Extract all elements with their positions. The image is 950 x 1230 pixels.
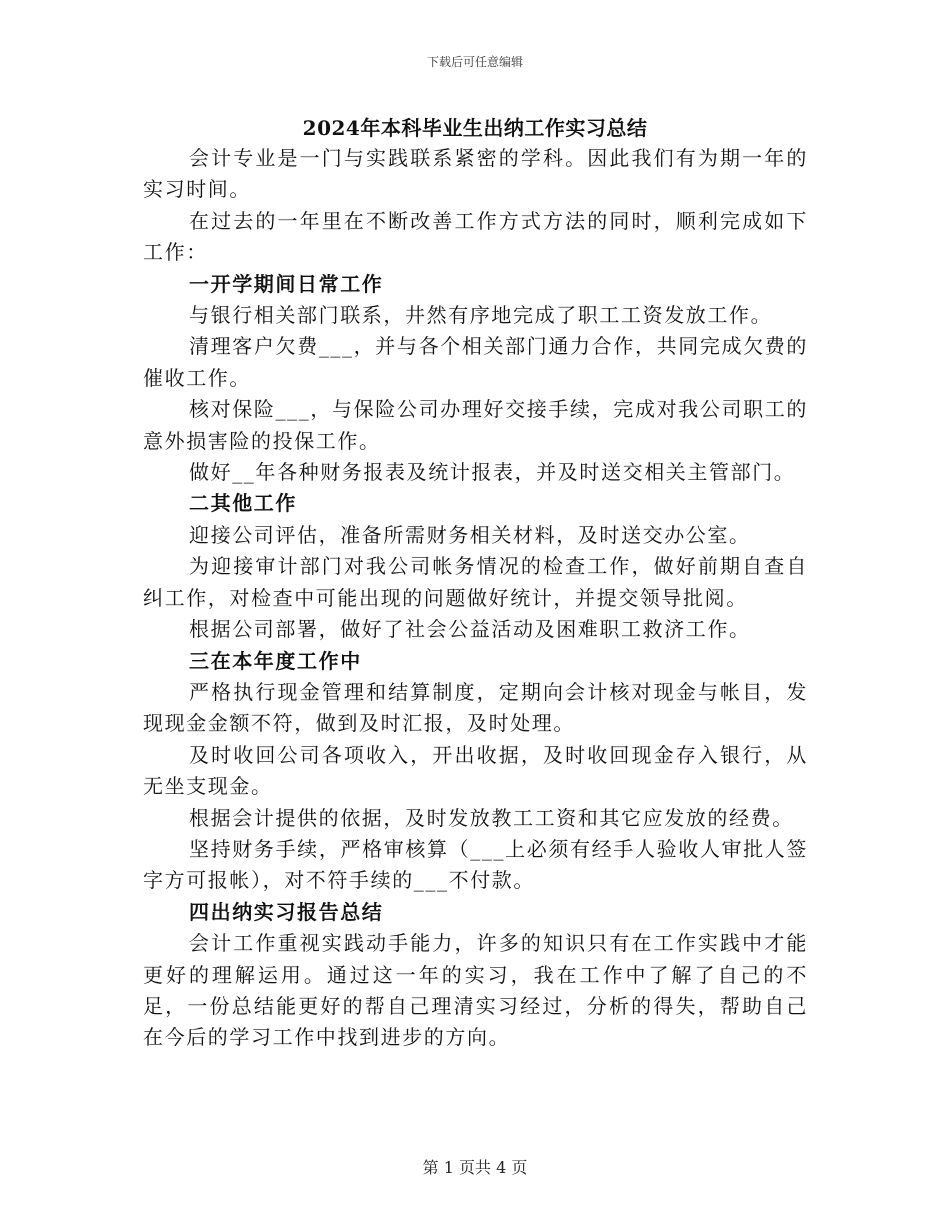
section-paragraph: 为迎接审计部门对我公司帐务情况的检查工作，做好前期自查自纠工作，对检查中可能出现的问题做好统计，并提交领导批阅。 <box>143 554 808 610</box>
section-paragraph: 坚持财务手续，严格审核算（___上必须有经手人验收人审批人签字方可报帐），对不符手续的___不付款。 <box>143 836 808 893</box>
section-paragraph: 与银行相关部门联系，井然有序地完成了职工工资发放工作。 <box>189 303 773 328</box>
header-note: 下载后可任意编辑 <box>426 55 523 69</box>
intro-paragraph: 会计专业是一门与实践联系紧密的学科。因此我们有为期一年的实习时间。 <box>143 146 808 202</box>
section-paragraph: 及时收回公司各项收入，开出收据，及时收回现金存入银行，从无坐支现金。 <box>143 742 808 799</box>
section-heading: 一开学期间日常工作 <box>189 271 384 296</box>
section-paragraph: 严格执行现金管理和结算制度，定期向会计核对现金与帐目，发现现金金额不符，做到及时汇报，及时处理。 <box>143 679 808 736</box>
section-paragraph: 会计工作重视实践动手能力，许多的知识只有在工作实践中才能更好的理解运用。通过这一年的实习，我在工作中了解了自己的不足，一份总结能更好的帮自己理清实习经过，分析的得失，帮助自己在今后的学习工作中找到进步的方向。 <box>143 931 808 1050</box>
section-heading: 四出纳实习报告总结 <box>189 899 384 924</box>
intro-paragraph: 在过去的一年里在不断改善工作方式方法的同时，顺利完成如下工作： <box>143 208 808 265</box>
section-paragraph: 做好__年各种财务报表及统计报表，并及时送交相关主管部门。 <box>189 460 796 485</box>
section-paragraph: 根据公司部署，做好了社会公益活动及困难职工救济工作。 <box>189 617 751 642</box>
section-paragraph: 核对保险___，与保险公司办理好交接手续，完成对我公司职工的意外损害险的投保工作。 <box>143 397 808 453</box>
section-paragraph: 根据会计提供的依据，及时发放教工工资和其它应发放的经费。 <box>189 805 794 830</box>
document-body <box>143 143 808 1054</box>
section-heading: 三在本年度工作中 <box>189 648 362 673</box>
section-paragraph: 清理客户欠费___，并与各个相关部门通力合作，共同完成欠费的催收工作。 <box>143 334 808 390</box>
section-paragraph: 迎接公司评估，准备所需财务相关材料，及时送交办公室。 <box>189 522 751 547</box>
section-heading: 二其他工作 <box>189 491 297 516</box>
page-footer: 第 1 页共 4 页 <box>422 1158 528 1177</box>
document-title: 2024年本科毕业生出纳工作实习总结 <box>302 116 648 140</box>
